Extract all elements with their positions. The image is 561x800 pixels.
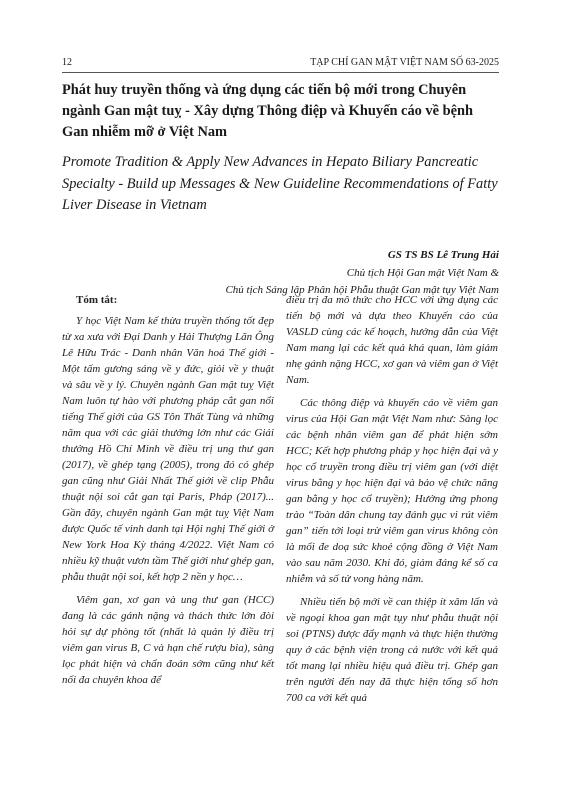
abstract-column-right (286, 292, 498, 713)
abstract-column-left (62, 292, 274, 695)
author-affiliation-2: Chủ tịch Sáng lập Phân hội Phẫu thuật Gan mật tụy Việt Nam (225, 284, 499, 296)
author-affiliation-1: Chủ tịch Hội Gan mật Việt Nam & (346, 266, 499, 279)
abstract-paragraph: Nhiều tiến bộ mới về can thiệp ít xâm lấn và về ngoại khoa gan mật tụy như phẫu thuật nội soi (PTNS) được đẩy mạnh và thực hiện thường quy ở các bệnh viện trong cả nước với kết quả tốt mang lại nhiều hiệu quả điều trị. Ghép gan trên người đến nay đã thực hiện tổng số hơn 700 ca với kết quả (286, 596, 498, 704)
abstract-heading: Tóm tắt: (76, 294, 118, 306)
author-name: GS TS BS Lê Trung Hải (387, 249, 499, 261)
page-header (62, 57, 499, 71)
title-english: Promote Tradition & Apply New Advances in Hepato Biliary Pancreatic Specialty - Build up Messages & New Guideline Recommendations of Fatty Liver Disease in Vietnam (62, 154, 498, 213)
abstract-paragraph: Y học Việt Nam kế thừa truyền thống tốt đẹp từ xa xưa với Đại Danh y Hải Thượng Lãn Ông Lê Hữu Trác - Danh nhân Văn hoá Thế giới - Một tấm gương sáng về y đức, giỏi về y thuật và sâu về y lý. Chuyên ngành Gan mật tuỵ Việt Nam luôn tự hào với phương pháp cắt gan nổi tiếng Thế giới của GS Tôn Thất Tùng và những năm qua với các giải thưởng lớn như các Giải thưởng Hồ Chí Minh về điều trị ung thư gan (2017), về ghép tạng (2005), trong đó có ghép gan cũng như Giải Nhất Thế giới về clip Phẫu thuật nội soi cắt gan tại Paris, Pháp (2017)... Gần đây, chuyên ngành Gan mật tuỵ Việt Nam được Quốc tế vinh danh tại Hội nghị Thế giới ở New York Hoa Kỳ tháng 4/2022. Việt Nam có nhiều kỹ thuật vươn tầm Thế giới như ghép gan, phẫu thuật nội soi, kết hợp 2 nền y học… (62, 315, 274, 583)
header-rule (62, 72, 499, 73)
title-vietnamese: Phát huy truyền thống và ứng dụng các tiến bộ mới trong Chuyên ngành Gan mật tuỵ - Xây dựng Thông điệp và Khuyến cáo về bệnh Gan nhiễm mỡ ở Việt Nam (62, 82, 474, 140)
abstract-paragraph: Viêm gan, xơ gan và ung thư gan (HCC) đang là các gánh nặng và thách thức lớn đòi hỏi sự dự phòng tốt (nhất là quản lý điều trị viêm gan virus B, C và hạn chế rượu bia), sàng lọc phát hiện và chẩn đoán sớm cũng như kết nối đa chuyên khoa để (62, 594, 274, 686)
abstract-paragraph: Các thông điệp và khuyến cáo về viêm gan virus của Hội Gan mật Việt Nam như: Sàng lọc các bệnh nhân viêm gan để phát hiện sớm HCC; Kết hợp phương pháp y học hiện đại và y học cổ truyền trong điều trị viêm gan (với diệt virus bằng y học hiện đại và bảo vệ chức năng gan bằng y học cổ truyền); Hưởng ứng phong trào “Toàn dân chung tay đánh gục vi rút viêm gan” tiến tới loại trừ viêm gan virus không còn là mối đe doạ sức khoẻ cộng đồng ở Việt Nam vào sau năm 2030. Khi đó, giảm đáng kể số ca nhiễm và số tử vong hàng năm. (286, 397, 498, 585)
journal-name: TẠP CHÍ GAN MẬT VIỆT NAM SỐ 63-2025 (310, 57, 499, 68)
page-number: 12 (62, 57, 72, 68)
abstract-paragraph: điều trị đa mô thức cho HCC với ứng dụng các tiến bộ mới và dựa theo Khuyến cáo của VASLD cùng các kế hoạch, hướng dẫn của Việt Nam mang lại các kết quả khá quan, làm giảm nhẹ gánh nặng HCC, xơ gan và viêm gan ở Việt Nam. (286, 294, 498, 386)
